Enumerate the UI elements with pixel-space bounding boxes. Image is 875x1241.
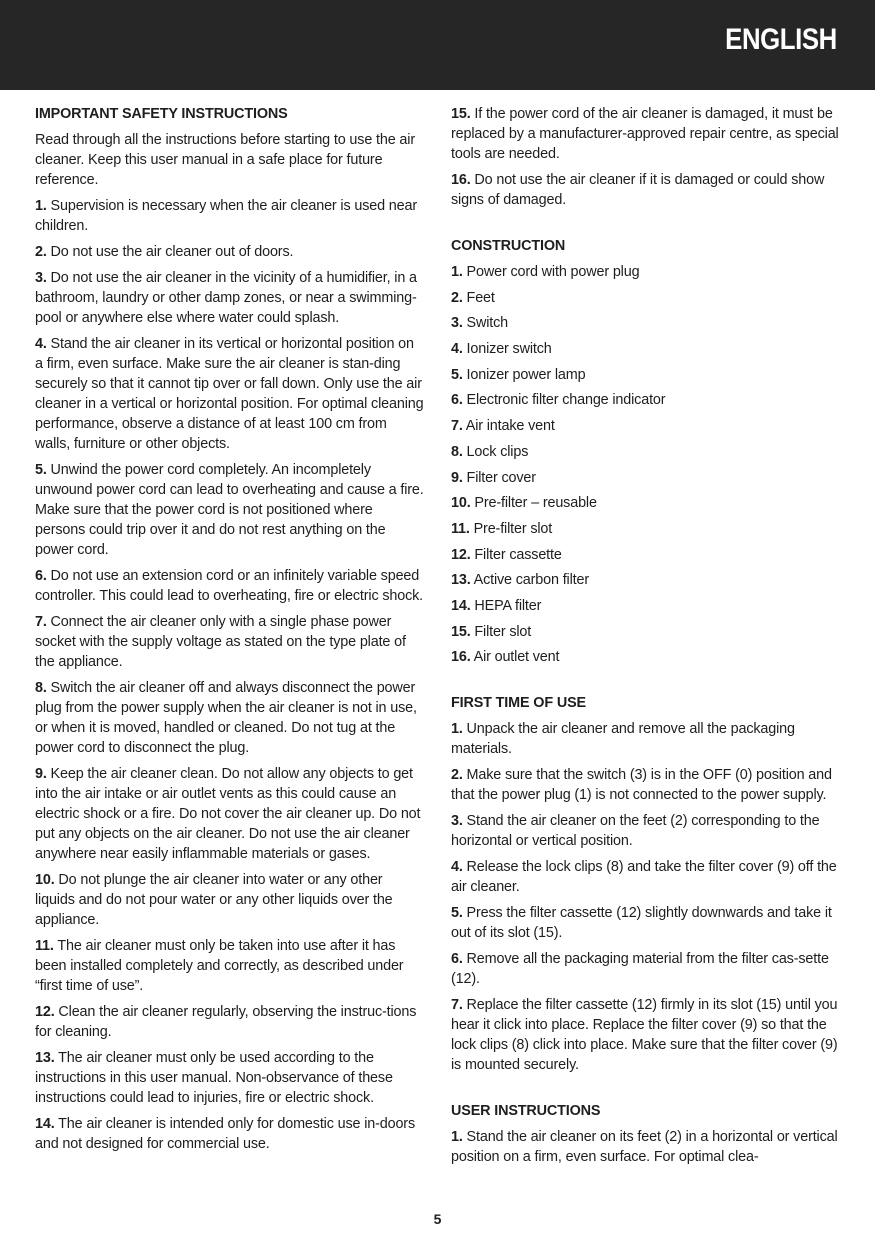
item-text: Release the lock clips (8) and take the filter cover (9) off the air cleaner. [451,859,837,895]
item-text: Do not plunge the air cleaner into water or any other liquids and do not pour water or any other liquids over the appliance. [35,872,393,928]
safety-intro: Read through all the instructions before starting to use the air cleaner. Keep this user manual in a safe place for future reference. [35,132,415,188]
list-item [451,468,843,494]
item-number: 6. [451,951,463,967]
item-number: 7. [35,614,47,630]
list-item [35,764,425,864]
item-number: 10. [451,495,471,512]
item-number: 2. [451,289,463,306]
left-column [35,104,425,1160]
list-item [451,519,843,545]
header-bar [0,0,875,90]
item-number: 3. [35,270,47,286]
item-text: Do not use the air cleaner if it is damaged or could show signs of damaged. [451,172,825,208]
list-item [35,1114,425,1154]
item-text: If the power cord of the air cleaner is damaged, it must be replaced by a manufacturer-approved repair centre, as special tools are needed. [451,106,839,162]
item-number: 6. [35,568,47,584]
construction-list [451,262,843,673]
list-item [451,949,843,989]
item-number: 2. [35,244,47,260]
item-text: The air cleaner is intended only for domestic use in-doors and not designed for commercial use. [35,1116,415,1152]
list-item [451,647,843,673]
item-number: 7. [451,997,463,1013]
item-number: 1. [451,1129,463,1145]
list-item [451,493,843,519]
construction-heading: CONSTRUCTION [451,238,566,254]
language-label: ENGLISH [725,23,837,56]
safety-list [35,196,425,1154]
section-gap [451,1081,843,1101]
list-item [35,612,425,672]
list-item [451,313,843,339]
list-item [451,390,843,416]
item-number: 4. [451,341,463,358]
item-text: Unwind the power cord completely. An incompletely unwound power cord can lead to overheating and cause a fire. Make sure that the power cord is not positioned where persons could trip over it and do not rest anything on the power cord. [35,462,424,558]
item-text: Air outlet vent [470,649,560,666]
item-text: Electronic filter change indicator [462,392,666,409]
item-number: 5. [451,905,463,921]
item-number: 3. [451,315,463,332]
list-item [35,268,425,328]
item-number: 9. [35,766,47,782]
list-item [451,903,843,943]
item-number: 11. [451,520,470,537]
item-number: 11. [35,938,54,954]
list-item [451,170,843,210]
item-number: 6. [451,392,463,409]
list-item [35,936,425,996]
item-text: Ionizer power lamp [462,366,586,383]
item-text: Filter cover [462,469,536,486]
list-item [451,596,843,622]
item-text: Air intake vent [462,418,555,435]
list-item [451,104,843,164]
item-text: Connect the air cleaner only with a single phase power socket with the supply voltage as stated on the type plate of the appliance. [35,614,406,670]
item-text: Stand the air cleaner on its feet (2) in a horizontal or vertical position on a firm, even surface. For optimal clea- [451,1129,838,1165]
first-use-list [451,719,843,1075]
list-item [451,545,843,571]
item-number: 2. [451,767,463,783]
item-number: 13. [35,1050,55,1066]
user-instructions-heading: USER INSTRUCTIONS [451,1103,601,1119]
item-number: 16. [451,649,471,666]
item-text: Replace the filter cassette (12) firmly in its slot (15) until you hear it click into place. Replace the filter cover (9) so that the lock clips (8) click into place. Make sure that the filter cover (9) is mounted securely. [451,997,838,1073]
item-number: 9. [451,469,463,486]
list-item [35,1002,425,1042]
item-text: Filter slot [470,623,532,640]
item-text: Switch the air cleaner off and always disconnect the power plug from the power supply when the air cleaner is not in use, or when it is moved, handled or cleaned. Do not tug at the power cord to disconnect the plug. [35,680,417,756]
item-number: 14. [451,597,471,614]
user-instructions-list [451,1127,843,1167]
item-number: 8. [35,680,47,696]
page-number: 5 [433,1211,442,1227]
list-item [451,622,843,648]
item-number: 5. [35,462,47,478]
item-number: 3. [451,813,463,829]
item-text: Active carbon filter [470,572,589,589]
safety-heading: IMPORTANT SAFETY INSTRUCTIONS [35,106,288,122]
list-item [35,870,425,930]
list-item [451,416,843,442]
list-item [451,288,843,314]
item-number: 15. [451,106,471,122]
item-text: Power cord with power plug [462,264,640,280]
item-text: Do not use the air cleaner in the vicinity of a humidifier, in a bathroom, laundry or other damp zones, or near a swimming-pool or anywhere else where water could splash. [35,270,417,326]
right-column [451,104,843,1173]
safety-list-continued [451,104,843,210]
list-item [451,339,843,365]
item-text: Clean the air cleaner regularly, observing the instruc-tions for cleaning. [35,1004,417,1040]
list-item [451,857,843,897]
item-number: 8. [451,443,463,460]
item-text: HEPA filter [470,597,542,614]
item-text: Pre-filter slot [469,520,553,537]
item-number: 15. [451,623,471,640]
list-item [451,765,843,805]
item-text: Supervision is necessary when the air cleaner is used near children. [35,198,418,234]
item-text: Unpack the air cleaner and remove all the packaging materials. [451,721,795,757]
item-text: Do not use an extension cord or an infinitely variable speed controller. This could lead to overheating, fire or electric shock. [35,568,424,604]
item-number: 1. [451,721,463,737]
section-gap [451,673,843,693]
item-text: Keep the air cleaner clean. Do not allow any objects to get into the air intake or air outlet vents as this could cause an electric shock or a fire. Do not cover the air cleaner up. Do not put any objects on the air cleaner. Do not use the air cleaner anywhere near easily inflammable materials or gases. [35,766,421,862]
item-text: The air cleaner must only be taken into use after it has been installed completely and correctly, as described under “first time of use”. [35,938,404,994]
item-text: Filter cassette [470,546,562,563]
item-text: Ionizer switch [462,341,552,358]
item-number: 4. [451,859,463,875]
item-text: Make sure that the switch (3) is in the OFF (0) position and that the power plug (1) is not connected to the power supply. [451,767,832,803]
item-number: 10. [35,872,55,888]
item-number: 7. [451,418,463,435]
item-text: Do not use the air cleaner out of doors. [46,244,294,260]
item-number: 14. [35,1116,55,1132]
list-item [451,811,843,851]
item-text: Lock clips [462,443,529,460]
item-text: Pre-filter – reusable [470,495,597,512]
item-text: Stand the air cleaner in its vertical or horizontal position on a firm, even surface. Make sure the air cleaner is stan-ding securely so that it cannot tip over or fall down. Only use the air cleaner in a vertical or horizontal position. For optimal cleaning performance, observe a distance of at least 100 cm from walls, furniture or other objects. [35,336,424,452]
list-item [35,678,425,758]
item-text: Stand the air cleaner on the feet (2) corresponding to the horizontal or vertical position. [451,813,820,849]
item-text: Remove all the packaging material from the filter cas-sette (12). [451,951,829,987]
first-use-heading: FIRST TIME OF USE [451,695,586,711]
item-text: Press the filter cassette (12) slightly downwards and take it out of its slot (15). [451,905,832,941]
item-number: 12. [35,1004,55,1020]
item-number: 13. [451,572,471,589]
list-item [451,719,843,759]
list-item [35,242,425,262]
list-item [35,1048,425,1108]
list-item [451,995,843,1075]
list-item [35,334,425,454]
item-number: 16. [451,172,471,188]
item-text: The air cleaner must only be used according to the instructions in this user manual. Non-observance of these instructions could lead to injuries, fire or electric shock. [35,1050,393,1106]
item-number: 4. [35,336,47,352]
list-item [451,442,843,468]
item-text: Feet [462,289,495,306]
list-item [451,365,843,391]
item-number: 1. [451,264,463,280]
list-item [35,566,425,606]
list-item [35,196,425,236]
list-item [451,570,843,596]
list-item [451,1127,843,1167]
list-item [451,262,843,288]
item-number: 5. [451,366,463,383]
item-number: 1. [35,198,47,214]
item-text: Switch [462,315,509,332]
section-gap [451,216,843,236]
item-number: 12. [451,546,471,563]
list-item [35,460,425,560]
